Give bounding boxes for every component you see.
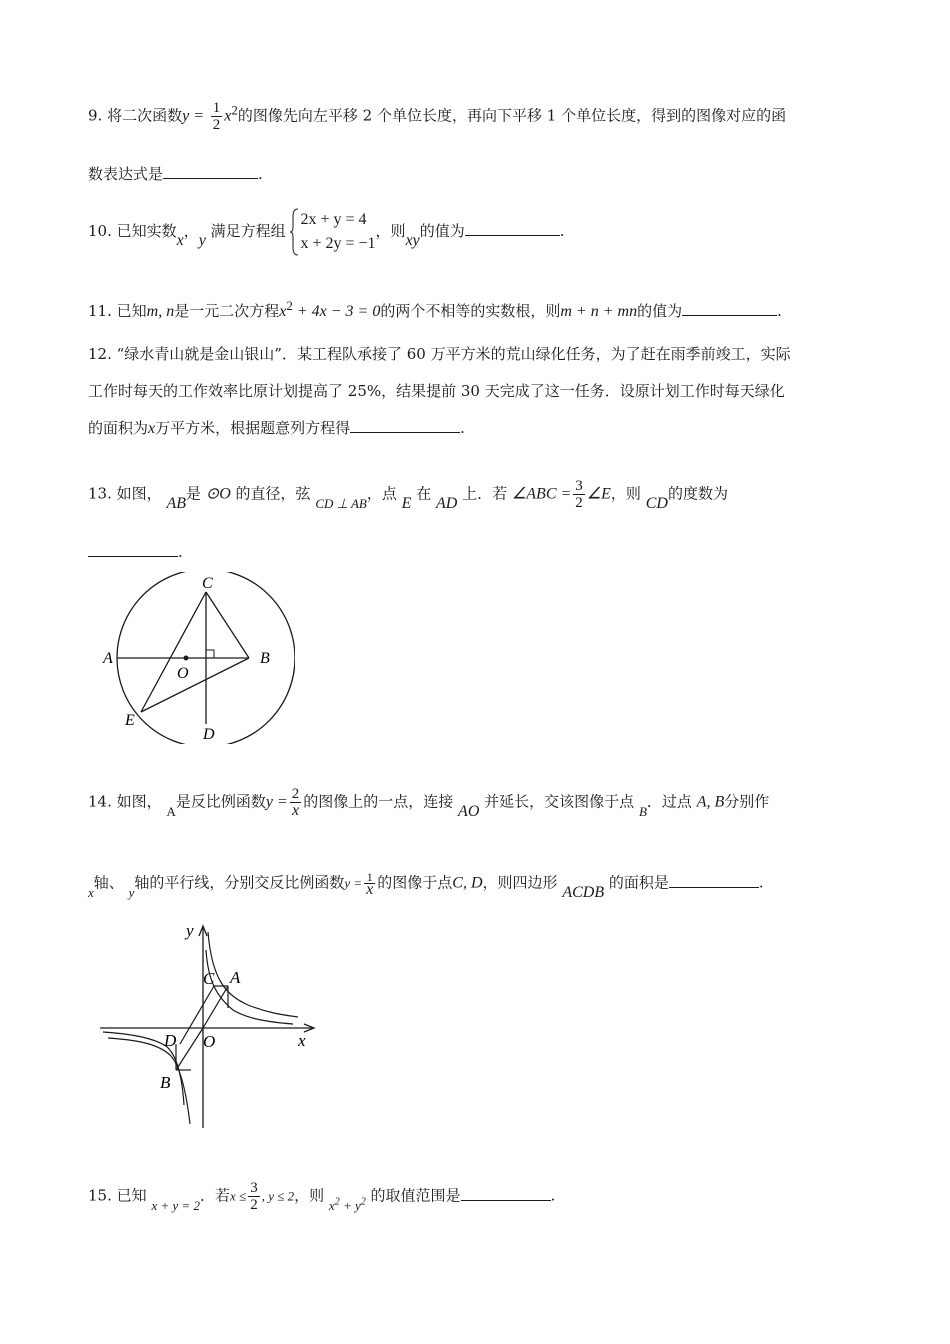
q11-text: 已知 xyxy=(116,302,147,320)
q14-points-ab: A, B xyxy=(696,793,725,811)
q13-ab: AB xyxy=(166,494,186,512)
q10-line xyxy=(88,208,565,256)
label-y: y xyxy=(186,921,194,940)
q14-fraction2: $\frac{1}{x}$ xyxy=(366,870,374,898)
q13-text6: 上．若 xyxy=(462,484,508,503)
curve-2-over-x-q3 xyxy=(108,1038,190,1124)
label-b: B xyxy=(260,650,270,667)
q15-text2: ．若 xyxy=(200,1186,231,1205)
q13-line1 xyxy=(88,478,728,511)
q12-text3a: 的面积为 xyxy=(88,419,149,437)
label-e: E xyxy=(125,712,135,729)
q14-y-eq2: y = xyxy=(344,875,363,891)
right-angle-mark xyxy=(206,650,214,658)
q13-period: . xyxy=(178,543,183,561)
q9-line2 xyxy=(88,164,263,184)
q15-cond-x: x ≤ xyxy=(230,1188,247,1204)
q9-y-eq: y = xyxy=(182,107,205,125)
q13-number: 13. xyxy=(88,484,112,503)
q9-line1 xyxy=(88,100,786,133)
q14-y: y xyxy=(128,884,135,900)
center-dot xyxy=(184,656,189,661)
q9-answer-blank[interactable] xyxy=(163,164,258,179)
q14-text8: 轴的平行线，分别交反比例函数 xyxy=(134,873,345,892)
q15-expression: $x^2 + y^2$ xyxy=(328,1196,366,1213)
q15-period: . xyxy=(550,1186,556,1205)
q10-equation-system xyxy=(290,208,375,256)
q14-text10: ，则四边形 xyxy=(482,873,558,892)
q13-angle-abc: ∠ABC = xyxy=(511,485,572,503)
label-b: B xyxy=(160,1073,171,1092)
q10-comma: ， xyxy=(183,222,199,240)
q10-var-x: x xyxy=(176,232,184,249)
q14-text2: 是反比例函数 xyxy=(175,792,266,811)
q15-number: 15. xyxy=(88,1186,112,1205)
q12-line3 xyxy=(88,418,465,439)
q13-answer-blank[interactable] xyxy=(88,542,178,557)
q14-text11: 的面积是 xyxy=(608,873,669,892)
q12-text2: 工作时每天的工作效率比原计划提高了 25%，结果提前 30 天完成了这一任务．设原计划工作时每天绿化 xyxy=(88,382,785,400)
label-c: C xyxy=(202,575,213,592)
q15-line xyxy=(88,1180,555,1213)
q13-text: 如图， xyxy=(116,484,162,503)
q10-text: 已知实数 xyxy=(116,222,177,240)
label-a: A xyxy=(230,968,241,987)
q14-x: x xyxy=(88,884,94,900)
label-x: x xyxy=(298,1031,306,1050)
q14-number: 14. xyxy=(88,792,112,811)
segment-ce xyxy=(141,592,206,712)
q12-answer-blank[interactable] xyxy=(350,418,460,433)
q15-cond-y: , y ≤ 2 xyxy=(261,1188,295,1204)
q14-text6: 分别作 xyxy=(724,792,770,811)
q14-acdb: ACDB xyxy=(562,883,605,901)
q10-period: . xyxy=(559,222,565,240)
q11-eq-rest: + 4x − 3 = 0 xyxy=(292,303,381,320)
q13-text5: 在 xyxy=(416,484,432,503)
q11-mn: m, n xyxy=(146,303,175,320)
q11-period: . xyxy=(777,302,782,320)
q14-text: 如图， xyxy=(116,792,162,811)
q11-expression: m + n + mn xyxy=(560,303,638,320)
q9-text2: 的图像先向左平移 2 个单位长度，再向下平移 1 个单位长度，得到的图像对应的函 xyxy=(237,106,787,125)
q13-point-e: E xyxy=(401,494,412,512)
q12-text3b: 万平方米，根据题意列方程得 xyxy=(155,419,351,437)
label-d: D xyxy=(203,726,215,743)
q14-point-a: A xyxy=(166,803,176,819)
q14-text9: 的图像于点 xyxy=(377,873,453,892)
q15-fraction: $\frac{3}{2}$ xyxy=(250,1180,258,1213)
label-d: D xyxy=(164,1031,177,1050)
q14-y-eq: y = xyxy=(265,793,288,811)
q13-text2: 是 xyxy=(185,484,201,503)
q13-circle-o: ⊙O xyxy=(205,485,231,503)
label-a: A xyxy=(103,650,113,667)
label-o: O xyxy=(177,665,189,682)
segment-ao xyxy=(203,986,228,1028)
q10-text3: ，则 xyxy=(375,222,406,240)
q10-text2: 满足方程组 xyxy=(210,222,286,240)
q9-text3: 数表达式是 xyxy=(88,165,164,183)
q13-text4: ，点 xyxy=(366,484,397,503)
q14-text5: ．过点 xyxy=(646,792,692,811)
q15-answer-blank[interactable] xyxy=(461,1186,551,1201)
q11-text4: 的值为 xyxy=(637,302,683,320)
brace-icon xyxy=(290,208,300,256)
q11-eq-square: 2 xyxy=(286,298,293,313)
label-o: O xyxy=(203,1032,216,1051)
q15-text3: ，则 xyxy=(294,1186,325,1205)
q11-line xyxy=(88,296,782,322)
q13-text3: 的直径，弦 xyxy=(235,484,311,503)
q13-cd-perp-ab: CD ⊥ AB xyxy=(315,495,367,511)
q11-number: 11. xyxy=(88,302,112,320)
q13-text8: 的度数为 xyxy=(667,484,728,503)
q9-square: 2 xyxy=(231,102,238,118)
q13-fraction: $\frac{3}{2}$ xyxy=(575,478,583,511)
q14-point-b: B xyxy=(638,803,647,819)
q15-text: 已知 xyxy=(116,1186,147,1205)
q14-points-cd: C, D xyxy=(452,874,483,892)
q13-figure xyxy=(95,572,295,744)
q14-period: . xyxy=(758,873,764,892)
q11-eq-x: x xyxy=(279,303,287,320)
q10-text4: 的值为 xyxy=(419,222,465,240)
q10-eq1: 2x + y = 4 xyxy=(300,211,367,228)
q14-ao: AO xyxy=(458,802,480,820)
q15-text4: 的取值范围是 xyxy=(370,1186,461,1205)
q12-line2 xyxy=(88,381,785,401)
q14-text4: 并延长，交该图像于点 xyxy=(484,792,635,811)
q12-number: 12. xyxy=(88,345,112,363)
q13-arc-ad: AD xyxy=(436,494,458,512)
segment-eb xyxy=(141,658,249,712)
q9-text: 将二次函数 xyxy=(107,106,183,125)
q10-answer-blank[interactable] xyxy=(465,221,560,236)
q9-number: 9. xyxy=(88,106,103,125)
q12-var-x: x xyxy=(148,420,156,437)
q9-period: . xyxy=(258,165,263,183)
q12-text1: “绿水青山就是金山银山”．某工程队承接了 60 万平方米的荒山绿化任务，为了赶在雨季前竣工，实际 xyxy=(116,345,791,363)
segment-ob xyxy=(176,1028,203,1070)
q12-period: . xyxy=(460,419,465,437)
q10-number: 10. xyxy=(88,222,112,240)
segment-cb xyxy=(206,592,249,658)
curve-1-over-x-q1 xyxy=(206,950,293,1024)
q10-xy: xy xyxy=(405,232,420,249)
q14-text7: 轴、 xyxy=(93,873,124,892)
q10-var-y: y xyxy=(198,232,206,249)
q9-x: x xyxy=(224,107,232,125)
q9-fraction: $\frac{1}{2}$ xyxy=(212,100,221,133)
q14-fraction: $\frac{2}{x}$ xyxy=(291,786,300,819)
q15-equation: x + y = 2 xyxy=(151,1197,201,1213)
q14-answer-blank[interactable] xyxy=(669,873,759,888)
q14-line2 xyxy=(88,870,764,901)
q10-eq2: x + 2y = −1 xyxy=(300,235,376,252)
q11-text3: 的两个不相等的实数根，则 xyxy=(380,302,561,320)
q14-figure xyxy=(98,920,323,1130)
q11-answer-blank[interactable] xyxy=(682,301,777,316)
label-c: C xyxy=(203,969,215,988)
q12-line1 xyxy=(88,344,791,364)
q14-text3: 的图像上的一点，连接 xyxy=(303,792,454,811)
q11-text2: 是一元二次方程 xyxy=(174,302,280,320)
q14-line1 xyxy=(88,786,769,819)
q13-text7: ，则 xyxy=(610,484,641,503)
curve-2-over-x-q1 xyxy=(208,932,298,1017)
q13-angle-e: ∠E xyxy=(586,485,611,503)
q13-line2 xyxy=(88,542,183,562)
q13-arc-cd: CD xyxy=(645,494,668,512)
